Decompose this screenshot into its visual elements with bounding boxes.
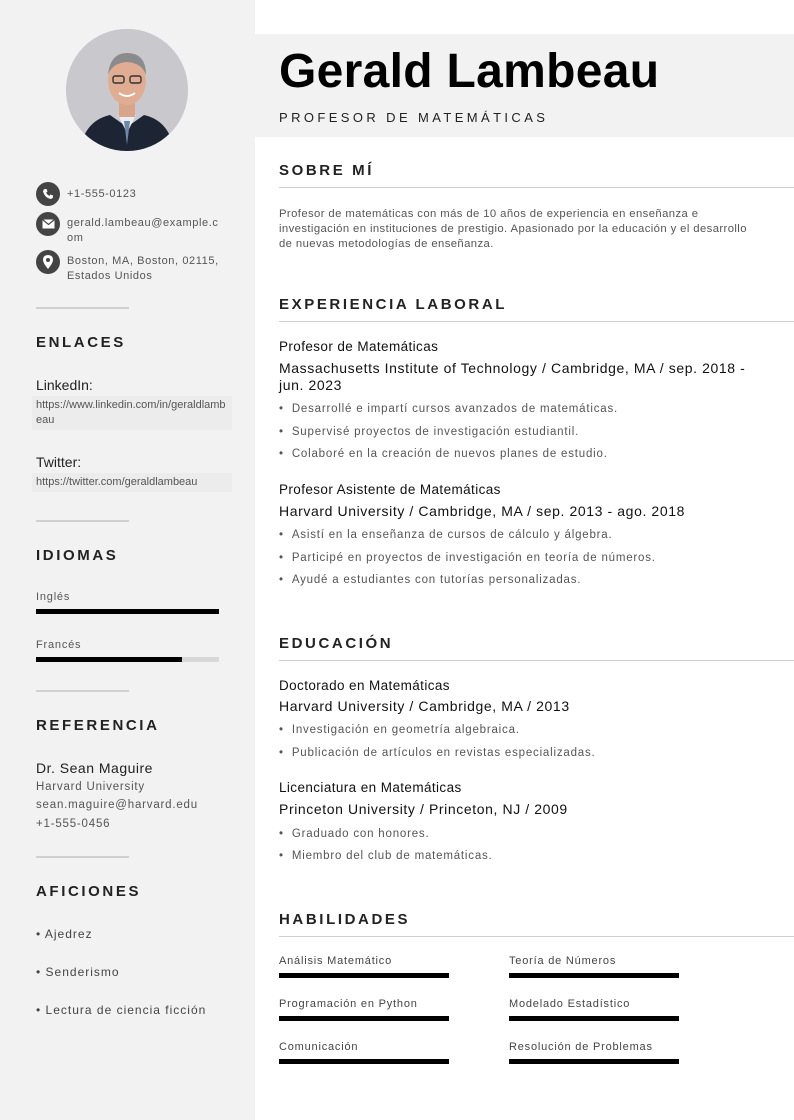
links-heading: ENLACES xyxy=(36,334,126,351)
reference-heading: REFERENCIA xyxy=(36,717,160,734)
job-bullet: • Asistí en la enseñanza de cursos de cálculo y álgebra. xyxy=(279,529,612,541)
twitter-label: Twitter: xyxy=(36,454,82,470)
skill-name: Resolución de Problemas xyxy=(509,1041,653,1053)
degree-bullet: • Publicación de artículos en revistas especializadas. xyxy=(279,747,596,759)
language-name: Francés xyxy=(36,639,82,651)
divider xyxy=(36,856,129,858)
divider xyxy=(36,690,129,692)
job-role: PROFESOR DE MATEMÁTICAS xyxy=(279,110,549,125)
job-bullet: • Ayudé a estudiantes con tutorías personalizadas. xyxy=(279,574,581,586)
envelope-icon xyxy=(36,212,60,236)
skill-level-bar xyxy=(509,1059,679,1064)
address-text: Boston, MA, Boston, 02115, Estados Unidos xyxy=(67,255,219,282)
language-name: Inglés xyxy=(36,591,71,603)
section-divider xyxy=(279,187,794,188)
experience-heading: EXPERIENCIA LABORAL xyxy=(279,296,508,313)
skill-name: Teoría de Números xyxy=(509,955,617,967)
languages-heading: IDIOMAS xyxy=(36,547,119,564)
hobby-item: • Senderismo xyxy=(36,965,120,979)
job-details: Harvard University / Cambridge, MA / sep. 2013 - ago. 2018 xyxy=(279,503,685,519)
hobby-item: • Ajedrez xyxy=(36,927,93,941)
degree-bullet: • Miembro del club de matemáticas. xyxy=(279,850,493,862)
email-text[interactable]: gerald.lambeau@example.com xyxy=(67,217,219,244)
language-level-bar xyxy=(36,609,219,614)
job-bullet: • Colaboré en la creación de nuevos planes de estudio. xyxy=(279,448,608,460)
location-pin-icon xyxy=(36,250,60,274)
education-heading: EDUCACIÓN xyxy=(279,635,394,652)
degree-title: Licenciatura en Matemáticas xyxy=(279,780,462,795)
job-details: Massachusetts Institute of Technology / Cambridge, MA / sep. 2018 - jun. 2023 xyxy=(279,360,746,393)
divider xyxy=(36,520,129,522)
reference-org: Harvard University xyxy=(36,781,145,793)
job-bullet: • Participé en proyectos de investigación en teoría de números. xyxy=(279,552,656,564)
hobbies-heading: AFICIONES xyxy=(36,883,142,900)
reference-phone: +1-555-0456 xyxy=(36,818,111,830)
about-heading: SOBRE MÍ xyxy=(279,162,374,179)
contact-phone xyxy=(36,182,219,206)
about-text: Profesor de matemáticas con más de 10 años de experiencia en enseñanza e investigación en instituciones de prestigio. Apasionado por la educación y el desarrollo de nuevas metodologías de enseñanza. xyxy=(279,208,747,250)
degree-details: Princeton University / Princeton, NJ / 2009 xyxy=(279,801,568,817)
full-name: Gerald Lambeau xyxy=(279,45,660,98)
degree-bullet: • Graduado con honores. xyxy=(279,828,429,840)
section-divider xyxy=(279,321,794,322)
skill-level-bar xyxy=(279,973,449,978)
degree-details: Harvard University / Cambridge, MA / 2013 xyxy=(279,698,570,714)
divider xyxy=(36,307,129,309)
degree-title: Doctorado en Matemáticas xyxy=(279,678,450,693)
section-divider xyxy=(279,660,794,661)
skills-heading: HABILIDADES xyxy=(279,911,411,928)
job-bullet: • Desarrollé e impartí cursos avanzados de matemáticas. xyxy=(279,403,618,415)
profile-photo xyxy=(66,29,188,151)
phone-text: +1-555-0123 xyxy=(67,188,137,200)
reference-email[interactable]: sean.maguire@harvard.edu xyxy=(36,799,198,811)
job-bullet: • Supervisé proyectos de investigación estudiantil. xyxy=(279,426,579,438)
skill-name: Comunicación xyxy=(279,1041,359,1053)
section-divider xyxy=(279,936,794,937)
contact-email xyxy=(36,212,219,246)
contact-address xyxy=(36,250,219,284)
skill-level-bar xyxy=(279,1016,449,1021)
degree-bullet: • Investigación en geometría algebraica. xyxy=(279,724,520,736)
skill-name: Programación en Python xyxy=(279,998,418,1010)
language-level-bar xyxy=(36,657,219,662)
skill-level-bar xyxy=(279,1059,449,1064)
linkedin-link[interactable]: https://www.linkedin.com/in/geraldlambeau xyxy=(32,396,232,430)
skill-level-bar xyxy=(509,1016,679,1021)
hobby-item: • Lectura de ciencia ficción xyxy=(36,1003,207,1017)
skill-name: Modelado Estadístico xyxy=(509,998,631,1010)
job-title: Profesor de Matemáticas xyxy=(279,339,439,354)
skill-level-bar xyxy=(509,973,679,978)
twitter-link[interactable]: https://twitter.com/geraldlambeau xyxy=(32,473,232,492)
phone-icon xyxy=(36,182,60,206)
reference-name: Dr. Sean Maguire xyxy=(36,760,153,776)
job-title: Profesor Asistente de Matemáticas xyxy=(279,482,501,497)
linkedin-label: LinkedIn: xyxy=(36,377,93,393)
skill-name: Análisis Matemático xyxy=(279,955,393,967)
